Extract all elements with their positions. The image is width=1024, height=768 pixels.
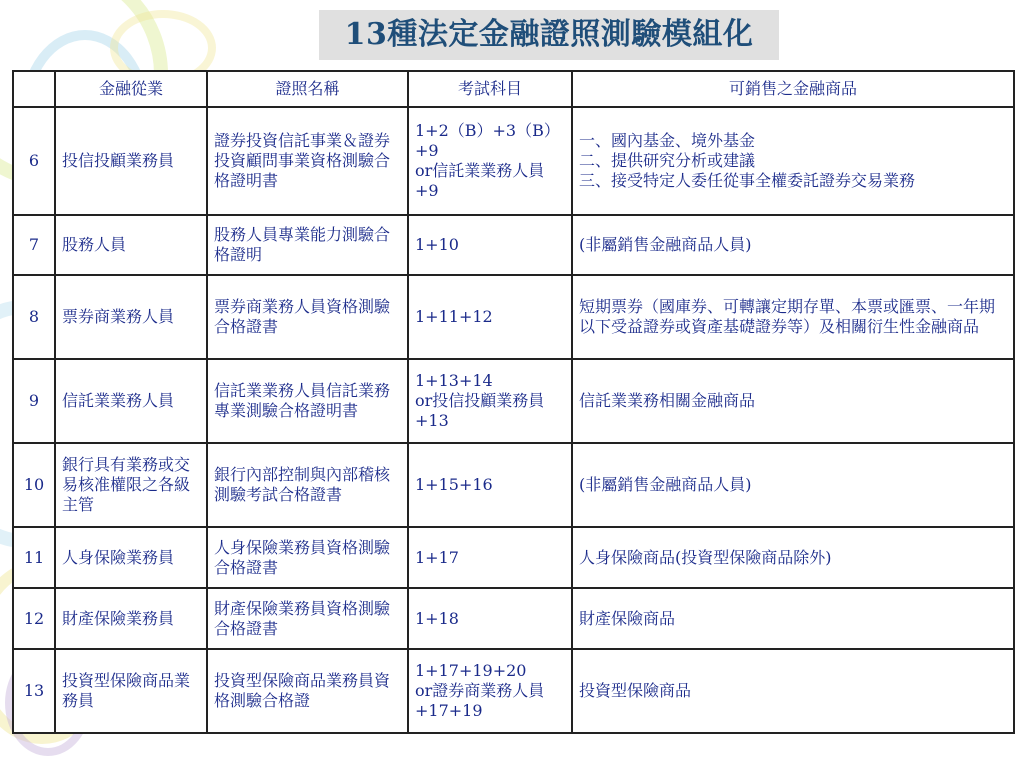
role-cell: 信託業業務人員 — [55, 359, 207, 443]
certificate-cell: 證券投資信託事業＆證券投資顧問事業資格測驗合格證明書 — [207, 107, 408, 215]
role-cell: 股務人員 — [55, 215, 207, 275]
exam-cell: 1+18 — [408, 588, 572, 649]
row-number: 7 — [13, 215, 55, 275]
role-cell: 投信投顧業務員 — [55, 107, 207, 215]
header-role: 金融從業 — [55, 71, 207, 107]
header-products: 可銷售之金融商品 — [572, 71, 1014, 107]
table-row — [13, 359, 1014, 443]
row-number: 11 — [13, 527, 55, 588]
exam-cell: 1+17+19+20 or證券商業務人員+17+19 — [408, 649, 572, 733]
row-number: 10 — [13, 443, 55, 527]
products-cell: 投資型保險商品 — [572, 649, 1014, 733]
products-cell: 信託業業務相關金融商品 — [572, 359, 1014, 443]
role-cell: 投資型保險商品業務員 — [55, 649, 207, 733]
certificate-cell: 銀行內部控制與內部稽核測驗考試合格證書 — [207, 443, 408, 527]
role-cell: 人身保險業務員 — [55, 527, 207, 588]
certificate-cell: 投資型保險商品業務員資格測驗合格證 — [207, 649, 408, 733]
table-header-row — [13, 71, 1014, 107]
certification-table — [12, 70, 1015, 734]
header-number — [13, 71, 55, 107]
products-cell: 財產保險商品 — [572, 588, 1014, 649]
role-cell: 銀行具有業務或交易核准權限之各級主管 — [55, 443, 207, 527]
products-cell: 短期票券（國庫券、可轉讓定期存單、本票或匯票、一年期以下受益證券或資產基礎證券等）及相關衍生性金融商品 — [572, 275, 1014, 359]
exam-cell: 1+17 — [408, 527, 572, 588]
role-cell: 票券商業務人員 — [55, 275, 207, 359]
table-row — [13, 275, 1014, 359]
table-row — [13, 588, 1014, 649]
table-row — [13, 649, 1014, 733]
table-row — [13, 443, 1014, 527]
exam-cell: 1+10 — [408, 215, 572, 275]
exam-cell: 1+15+16 — [408, 443, 572, 527]
products-cell: 一、國內基金、境外基金 二、提供研究分析或建議 三、接受特定人委任從事全權委託證券交易業務 — [572, 107, 1014, 215]
row-number: 12 — [13, 588, 55, 649]
role-cell: 財產保險業務員 — [55, 588, 207, 649]
row-number: 13 — [13, 649, 55, 733]
certificate-cell: 人身保險業務員資格測驗合格證書 — [207, 527, 408, 588]
row-number: 6 — [13, 107, 55, 215]
products-cell: (非屬銷售金融商品人員) — [572, 215, 1014, 275]
certificate-cell: 財產保險業務員資格測驗合格證書 — [207, 588, 408, 649]
products-cell: (非屬銷售金融商品人員) — [572, 443, 1014, 527]
header-certificate: 證照名稱 — [207, 71, 408, 107]
products-cell: 人身保險商品(投資型保險商品除外) — [572, 527, 1014, 588]
exam-cell: 1+13+14 or投信投顧業務員+13 — [408, 359, 572, 443]
row-number: 8 — [13, 275, 55, 359]
exam-cell: 1+11+12 — [408, 275, 572, 359]
slide-title: 13種法定金融證照測驗模組化 — [319, 10, 779, 60]
certificate-cell: 股務人員專業能力測驗合格證明 — [207, 215, 408, 275]
table-row — [13, 107, 1014, 215]
certificate-cell: 信託業業務人員信託業務專業測驗合格證明書 — [207, 359, 408, 443]
header-exam-subjects: 考試科目 — [408, 71, 572, 107]
exam-cell: 1+2（B）+3（B）+9 or信託業業務人員+9 — [408, 107, 572, 215]
table-row — [13, 215, 1014, 275]
certificate-cell: 票券商業務人員資格測驗合格證書 — [207, 275, 408, 359]
table-row — [13, 527, 1014, 588]
row-number: 9 — [13, 359, 55, 443]
